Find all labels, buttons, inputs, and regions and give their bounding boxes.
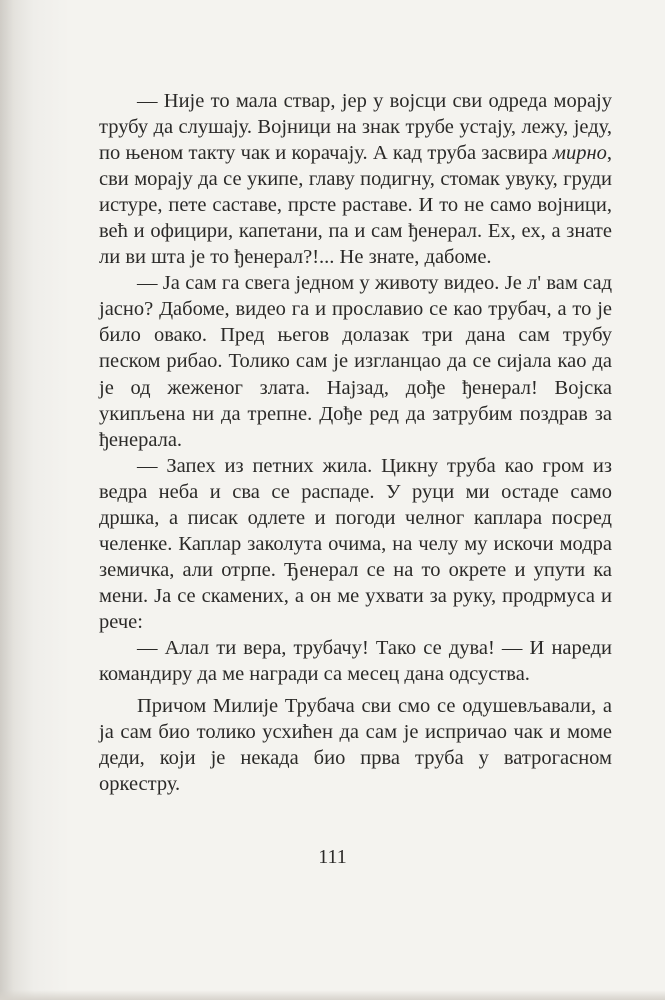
paragraph-2: — Ја сам га свега једном у животу видео. Је л' вам сад јасно? Дабоме, видео га и прославио се као трубач, а то је било овако. Пред његов долазак три дана сам трубу песком рибао. Толико сам је изгланцао да се сијала као да је од жеженог злата. Најзад, дође ђенерал! Војска укипљена ни да трепне. Дође ред да затрубим поздрав за ђенерала. bbox=[99, 272, 612, 451]
body-text bbox=[99, 88, 612, 797]
page-number: 111 bbox=[318, 846, 347, 868]
page-bottom-edge bbox=[0, 990, 665, 1000]
paragraph-1-text-end: , сви морају да се укипе, главу подигну, стомак увуку, груди истуре, пете саставе, прсте раставе. И то не само војници, већ и официри, капетани, па и сам ђенерал. Ех, ех, а знате ли ви шта је то ђенерал?!... Не знате, дабоме. bbox=[99, 142, 612, 269]
paragraph-5: Причом Милије Трубача сви смо се одушевљавали, а ја сам био толико усхићен да сам је испричао чак и моме деди, који је некада био прва труба у ватрогасном оркестру. bbox=[99, 695, 612, 796]
paragraph-3: — Запех из петних жила. Цикну труба као гром из ведра неба и сва се распаде. У руци ми остаде само дршка, а писак одлете и погоди челног каплара посред челенке. Каплар заколута очима, на челу му искочи модра земичка, али отрпе. Ђенерал се на то окрете и упути ка мени. Ја се скамених, а он ме ухвати за руку, продрмуса и рече: bbox=[99, 454, 612, 633]
paragraph-1-text: — Није то мала ствар, јер у војсци сви одреда морају трубу да слушају. Војници на знак трубе устају, лежу, једу, по њеном такту чак и корачају. А кад труба засвира bbox=[99, 90, 612, 165]
emphasis-word: мирно bbox=[552, 142, 607, 165]
paragraph-4: — Алал ти вера, трубачу! Тако се дува! — И нареди командиру да ме награди са месец дана одсуства. bbox=[99, 636, 612, 686]
paragraph-1 bbox=[99, 88, 612, 270]
